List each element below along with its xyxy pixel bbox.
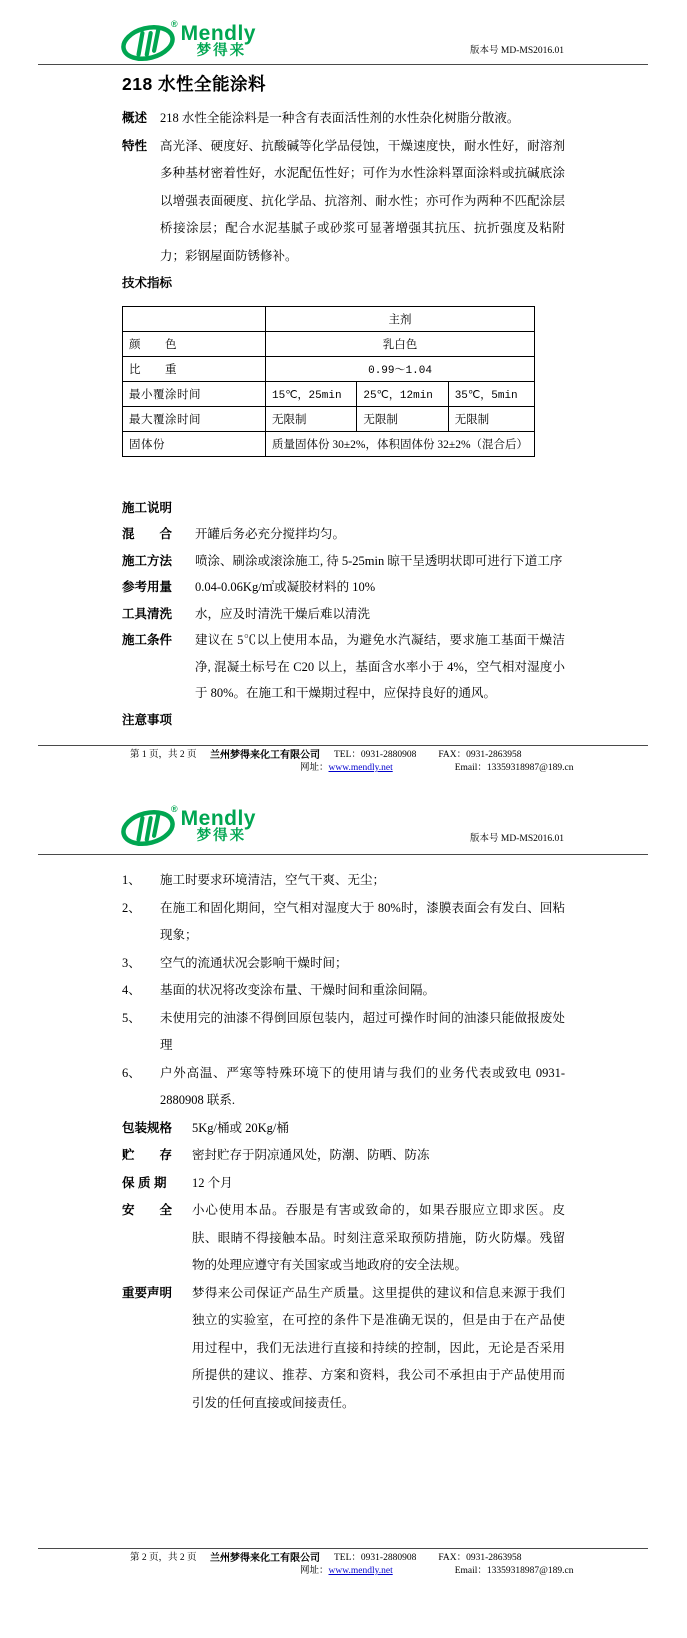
email-label: Email：	[454, 1566, 487, 1576]
list-item-text: 在施工和固化期间，空气相对湿度大于 80%时，漆膜表面会有发白、回粘现象；	[160, 900, 565, 942]
website-link[interactable]: www.mendly.net	[328, 763, 393, 773]
features-text: 高光泽、硬度好、抗酸碱等化学品侵蚀，干燥速度快，耐水性好，耐溶剂多种基材密着性好，水泥配伍性好；可作为水性涂料罩面涂料或抗碱底涂以增强表面硬度、抗化学品、抗溶剂、耐水性；亦可作为两种不匹配涂层桥接涂层；配合水泥基腻子或砂浆可显著增强其抗压、抗折强度及粘附力；彩钢屋面防锈修补。	[160, 138, 565, 263]
brand-name-cn: 梦得来	[196, 43, 247, 59]
mendly-logo-icon	[120, 808, 176, 848]
spec-text: 密封贮存于阴凉通风处，防潮、防晒、防冻	[192, 1148, 430, 1162]
list-item-number: 3、	[122, 955, 141, 970]
table-cell-max-recoat-2: 无限制	[357, 406, 448, 431]
table-cell-min-recoat-25: 25℃，12min	[357, 381, 448, 406]
fax-number: FAX：0931-2863958	[438, 1553, 522, 1563]
list-item	[122, 1060, 565, 1115]
website-link[interactable]: www.mendly.net	[328, 1566, 393, 1576]
table-cell-min-recoat-15: 15℃，25min	[266, 381, 357, 406]
spec-row-packaging	[122, 1115, 565, 1143]
list-item	[122, 1005, 565, 1060]
fax-number: FAX：0931-2863958	[438, 750, 522, 760]
list-item-text: 基面的状况将改变涂布量、干燥时间和重涂间隔。	[160, 983, 436, 997]
overview-label: 概述	[122, 111, 148, 125]
spec-row-storage	[122, 1142, 565, 1170]
overview-section	[122, 105, 565, 133]
spec-label: 安 全	[122, 1203, 173, 1217]
table-row-color	[123, 331, 535, 356]
table-cell-min-recoat-35: 35℃，5min	[448, 381, 534, 406]
page-2	[0, 778, 687, 1638]
brand-wordmark	[181, 23, 256, 59]
brand-logo	[120, 804, 256, 848]
tel-number: TEL：0931-2880908	[334, 750, 417, 760]
spec-row-shelf-life	[122, 1170, 565, 1198]
construction-row-text: 0.04-0.06Kg/㎡或凝胶材料的 10%	[195, 580, 376, 594]
registered-trademark: ®	[171, 804, 178, 814]
brand-name-cn: 梦得来	[196, 828, 247, 844]
table-cell-solids-value: 质量固体份 30±2%，体积固体份 32±2%（混合后）	[266, 431, 535, 456]
table-cell-gravity-label: 比 重	[123, 356, 266, 381]
email-value: 13359318987@189.cn	[486, 1566, 574, 1576]
table-row-solids	[123, 431, 535, 456]
notes-list	[0, 867, 687, 1115]
table-cell-min-recoat-label: 最小覆涂时间	[123, 381, 266, 406]
page1-header	[38, 0, 648, 65]
tel-number: TEL：0931-2880908	[334, 1553, 417, 1563]
spec-row-safety	[122, 1197, 565, 1280]
spec-text: 12 个月	[192, 1175, 233, 1190]
website-row	[300, 1565, 393, 1578]
page-number: 第 1 页，共 2 页	[130, 750, 197, 760]
construction-row-text: 喷涂、刷涂或滚涂施工, 待 5-25min 晾干呈透明状即可进行下道工序	[195, 553, 563, 568]
brand-name: Mendly	[180, 807, 256, 830]
list-item-number: 4、	[122, 983, 141, 997]
list-item-number: 1、	[122, 873, 141, 887]
list-item-number: 2、	[122, 900, 141, 915]
email-label: Email：	[454, 763, 487, 773]
construction-row-conditions	[122, 627, 565, 707]
table-cell-main-agent: 主剂	[266, 306, 535, 331]
version-label: 版本号 MD-MS2016.01	[470, 834, 564, 844]
mendly-logo-icon	[120, 23, 176, 63]
list-item	[122, 977, 565, 1005]
table-cell-empty	[123, 306, 266, 331]
list-item	[122, 867, 565, 895]
construction-row-method	[122, 548, 565, 575]
spec-label: 包装规格	[122, 1120, 173, 1135]
list-item-text: 空气的流通状况会影响干燥时间；	[160, 955, 348, 970]
email-value: 13359318987@189.cn	[486, 763, 574, 773]
construction-row-text: 开罐后务必充分搅拌均匀。	[195, 527, 346, 541]
construction-heading: 施工说明	[122, 500, 173, 515]
construction-row-text: 水，应及时清洗干燥后难以清洗	[195, 606, 371, 621]
company-name: 兰州梦得来化工有限公司	[210, 750, 320, 761]
spec-text: 梦得来公司保证产品生产质量。这里提供的建议和信息来源于我们独立的实验室，在可控的条件下是准确无误的，但是由于在产品使用过程中，我们无法进行直接和持续的控制，因此，无论是否采用所提供的建议、推荐、方案和资料，我公司不承担由于产品使用而引发的任何直接或间接责任。	[192, 1285, 565, 1410]
table-row-min-recoat	[123, 381, 535, 406]
construction-row-label: 施工条件	[122, 633, 173, 647]
page2-header	[38, 778, 648, 855]
spec-label: 保 质 期	[122, 1175, 167, 1190]
construction-row-label: 工具清洗	[122, 606, 173, 621]
email-row	[455, 762, 574, 775]
list-item	[122, 895, 565, 950]
tech-specs-heading: 技术指标	[122, 276, 173, 290]
table-cell-color-value: 乳白色	[266, 331, 535, 356]
spec-label: 贮 存	[122, 1148, 173, 1162]
table-cell-max-recoat-1: 无限制	[266, 406, 357, 431]
list-item-text: 户外高温、严寒等特殊环境下的使用请与我们的业务代表或致电 0931-2880908 联系.	[160, 1065, 565, 1107]
construction-row-label: 参考用量	[122, 580, 173, 594]
email-row	[455, 1565, 574, 1578]
table-cell-max-recoat-label: 最大覆涂时间	[123, 406, 266, 431]
tech-specs-table	[122, 306, 535, 457]
brand-name: Mendly	[180, 22, 256, 45]
spec-row-disclaimer	[122, 1280, 565, 1418]
table-cell-color-label: 颜 色	[123, 331, 266, 356]
notice-heading: 注意事项	[122, 712, 173, 727]
construction-row-mixing	[122, 521, 565, 548]
page-number: 第 2 页，共 2 页	[130, 1553, 197, 1563]
table-row-max-recoat	[123, 406, 535, 431]
brand-wordmark	[181, 808, 256, 844]
website-label: 网址：	[300, 1566, 329, 1576]
company-name: 兰州梦得来化工有限公司	[210, 1553, 320, 1564]
specs-list	[0, 1115, 687, 1418]
overview-text: 218 水性全能涂料是一种含有表面活性剂的水性杂化树脂分散液。	[160, 111, 520, 125]
version-label: 版本号 MD-MS2016.01	[470, 46, 564, 56]
page-1	[0, 0, 687, 778]
spec-label: 重要声明	[122, 1285, 173, 1300]
features-section	[122, 133, 565, 271]
registered-trademark: ®	[171, 19, 178, 29]
table-row-gravity	[123, 356, 535, 381]
website-row	[300, 762, 393, 775]
spec-text: 5Kg/桶或 20Kg/桶	[192, 1120, 289, 1135]
page2-footer	[38, 1548, 648, 1578]
spec-text: 小心使用本品。吞服是有害或致命的，如果吞服应立即求医。皮肤、眼睛不得接触本品。时刻注意采取预防措施，防火防爆。残留物的处理应遵守有关国家或当地政府的安全法规。	[192, 1203, 565, 1272]
construction-row-label: 施工方法	[122, 553, 173, 568]
table-cell-max-recoat-3: 无限制	[448, 406, 534, 431]
construction-section	[0, 495, 687, 734]
table-cell-gravity-value: 0.99～1.04	[266, 356, 535, 381]
list-item-text: 未使用完的油漆不得倒回原包装内，超过可操作时间的油漆只能做报废处理	[160, 1010, 565, 1052]
construction-row-cleaning	[122, 601, 565, 628]
construction-row-text: 建议在 5℃以上使用本品，为避免水汽凝结，要求施工基面干燥洁净, 混凝土标号在 C20 以上，基面含水率小于 4%，空气相对湿度小于 80%。在施工和干燥期过程中，应保持良好的通风。	[195, 633, 565, 700]
table-row-header	[123, 306, 535, 331]
brand-logo	[120, 19, 256, 63]
page-title: 218 水性全能涂料	[122, 74, 267, 94]
page1-footer	[38, 745, 648, 775]
list-item	[122, 950, 565, 978]
website-label: 网址：	[300, 763, 329, 773]
list-item-number: 5、	[122, 1010, 141, 1025]
table-cell-solids-label: 固体份	[123, 431, 266, 456]
construction-row-dosage	[122, 574, 565, 601]
list-item-number: 6、	[122, 1065, 141, 1080]
construction-row-label: 混 合	[122, 527, 173, 541]
features-label: 特性	[122, 138, 148, 153]
list-item-text: 施工时要求环境清洁，空气干爽、无尘；	[160, 873, 386, 887]
